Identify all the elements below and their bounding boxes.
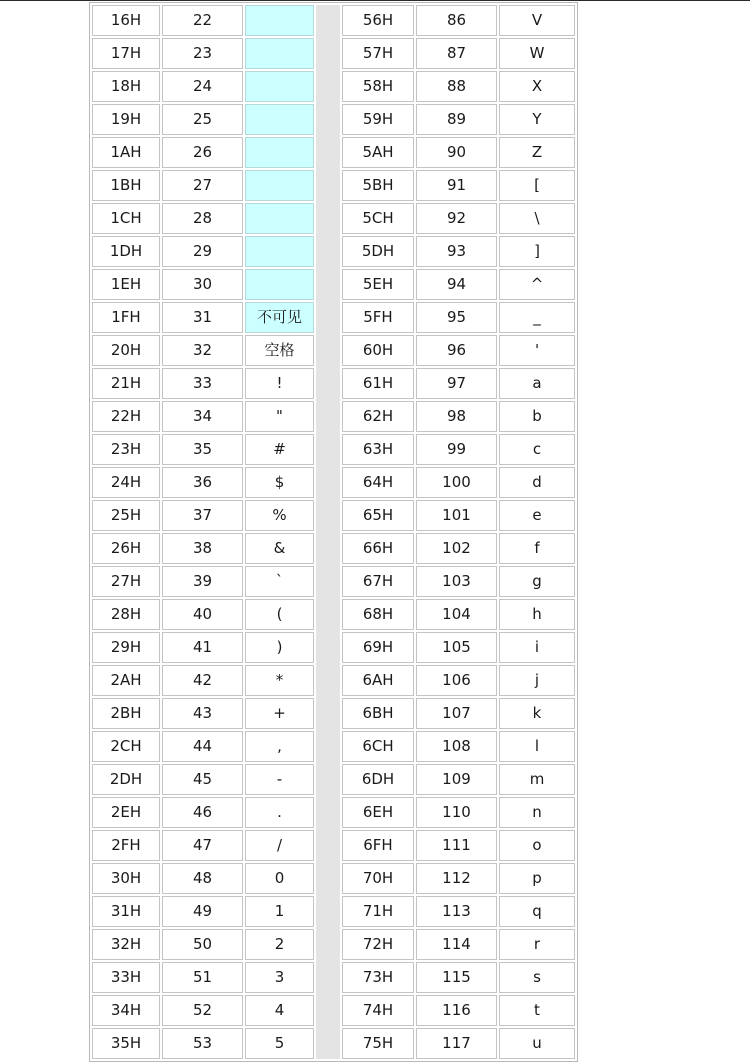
left-hex-cell: 1DH xyxy=(92,236,160,267)
left-hex-cell: 2CH xyxy=(92,731,160,762)
right-char-cell: W xyxy=(499,38,575,69)
right-hex-cell: 5BH xyxy=(342,170,414,201)
right-char-cell: r xyxy=(499,929,575,960)
right-char-cell: c xyxy=(499,434,575,465)
left-char-cell xyxy=(245,38,314,69)
left-hex-cell: 30H xyxy=(92,863,160,894)
right-hex-cell: 5EH xyxy=(342,269,414,300)
left-hex-cell: 2AH xyxy=(92,665,160,696)
left-char-cell: * xyxy=(245,665,314,696)
right-dec-cell: 111 xyxy=(416,830,497,861)
left-hex-cell: 24H xyxy=(92,467,160,498)
left-dec-cell: 49 xyxy=(162,896,243,927)
left-hex-cell: 2EH xyxy=(92,797,160,828)
left-char-cell: % xyxy=(245,500,314,531)
left-dec-cell: 36 xyxy=(162,467,243,498)
right-dec-cell: 96 xyxy=(416,335,497,366)
right-dec-cell: 100 xyxy=(416,467,497,498)
left-char-cell: ( xyxy=(245,599,314,630)
right-hex-cell: 61H xyxy=(342,368,414,399)
left-dec-cell: 39 xyxy=(162,566,243,597)
left-char-cell: / xyxy=(245,830,314,861)
right-dec-cell: 102 xyxy=(416,533,497,564)
right-dec-cell: 98 xyxy=(416,401,497,432)
right-char-cell: n xyxy=(499,797,575,828)
right-dec-cell: 94 xyxy=(416,269,497,300)
left-char-cell xyxy=(245,104,314,135)
right-char-cell: _ xyxy=(499,302,575,333)
left-dec-cell: 22 xyxy=(162,5,243,36)
right-hex-cell: 75H xyxy=(342,1028,414,1059)
right-char-cell: ^ xyxy=(499,269,575,300)
left-dec-cell: 27 xyxy=(162,170,243,201)
right-hex-cell: 56H xyxy=(342,5,414,36)
right-hex-cell: 57H xyxy=(342,38,414,69)
right-hex-cell: 58H xyxy=(342,71,414,102)
right-char-cell: j xyxy=(499,665,575,696)
right-hex-cell: 6AH xyxy=(342,665,414,696)
left-hex-cell: 25H xyxy=(92,500,160,531)
ascii-code-table xyxy=(89,2,578,1062)
right-hex-cell: 5AH xyxy=(342,137,414,168)
left-char-cell xyxy=(245,170,314,201)
left-dec-cell: 40 xyxy=(162,599,243,630)
left-dec-cell: 51 xyxy=(162,962,243,993)
right-hex-cell: 62H xyxy=(342,401,414,432)
left-char-cell: 2 xyxy=(245,929,314,960)
right-hex-cell: 63H xyxy=(342,434,414,465)
left-dec-cell: 43 xyxy=(162,698,243,729)
left-hex-cell: 35H xyxy=(92,1028,160,1059)
left-char-cell: ! xyxy=(245,368,314,399)
left-dec-cell: 25 xyxy=(162,104,243,135)
right-char-cell: f xyxy=(499,533,575,564)
right-dec-cell: 88 xyxy=(416,71,497,102)
left-hex-cell: 22H xyxy=(92,401,160,432)
right-hex-cell: 5FH xyxy=(342,302,414,333)
right-dec-cell: 112 xyxy=(416,863,497,894)
left-char-cell: + xyxy=(245,698,314,729)
right-dec-cell: 87 xyxy=(416,38,497,69)
left-hex-cell: 1AH xyxy=(92,137,160,168)
left-dec-cell: 30 xyxy=(162,269,243,300)
right-dec-cell: 104 xyxy=(416,599,497,630)
right-char-cell: e xyxy=(499,500,575,531)
left-hex-cell: 33H xyxy=(92,962,160,993)
right-char-cell: \ xyxy=(499,203,575,234)
left-hex-cell: 31H xyxy=(92,896,160,927)
right-hex-cell: 59H xyxy=(342,104,414,135)
right-char-cell: u xyxy=(499,1028,575,1059)
right-hex-cell: 66H xyxy=(342,533,414,564)
right-dec-cell: 95 xyxy=(416,302,497,333)
column-separator xyxy=(316,5,340,1059)
left-hex-cell: 1EH xyxy=(92,269,160,300)
left-hex-cell: 23H xyxy=(92,434,160,465)
left-hex-cell: 17H xyxy=(92,38,160,69)
left-dec-cell: 45 xyxy=(162,764,243,795)
left-char-cell: 不可见 xyxy=(245,302,314,333)
right-char-cell: s xyxy=(499,962,575,993)
left-dec-cell: 48 xyxy=(162,863,243,894)
left-char-cell xyxy=(245,71,314,102)
right-dec-cell: 93 xyxy=(416,236,497,267)
left-char-cell: $ xyxy=(245,467,314,498)
left-dec-cell: 34 xyxy=(162,401,243,432)
left-char-cell: . xyxy=(245,797,314,828)
right-char-cell: d xyxy=(499,467,575,498)
right-char-cell: i xyxy=(499,632,575,663)
left-dec-cell: 41 xyxy=(162,632,243,663)
right-hex-cell: 73H xyxy=(342,962,414,993)
left-hex-cell: 1CH xyxy=(92,203,160,234)
right-hex-cell: 65H xyxy=(342,500,414,531)
right-dec-cell: 105 xyxy=(416,632,497,663)
right-dec-cell: 101 xyxy=(416,500,497,531)
left-char-cell xyxy=(245,5,314,36)
left-dec-cell: 52 xyxy=(162,995,243,1026)
left-dec-cell: 42 xyxy=(162,665,243,696)
left-dec-cell: 46 xyxy=(162,797,243,828)
right-char-cell: h xyxy=(499,599,575,630)
left-hex-cell: 1BH xyxy=(92,170,160,201)
right-dec-cell: 108 xyxy=(416,731,497,762)
left-char-cell xyxy=(245,137,314,168)
right-char-cell: ' xyxy=(499,335,575,366)
right-char-cell: ] xyxy=(499,236,575,267)
left-hex-cell: 2DH xyxy=(92,764,160,795)
right-dec-cell: 106 xyxy=(416,665,497,696)
left-hex-cell: 2BH xyxy=(92,698,160,729)
right-hex-cell: 6EH xyxy=(342,797,414,828)
left-dec-cell: 26 xyxy=(162,137,243,168)
left-hex-cell: 29H xyxy=(92,632,160,663)
left-hex-cell: 2FH xyxy=(92,830,160,861)
left-hex-cell: 16H xyxy=(92,5,160,36)
right-char-cell: [ xyxy=(499,170,575,201)
right-char-cell: X xyxy=(499,71,575,102)
left-dec-cell: 47 xyxy=(162,830,243,861)
left-dec-cell: 31 xyxy=(162,302,243,333)
left-char-cell: & xyxy=(245,533,314,564)
right-dec-cell: 97 xyxy=(416,368,497,399)
right-hex-cell: 6FH xyxy=(342,830,414,861)
right-hex-cell: 72H xyxy=(342,929,414,960)
right-dec-cell: 114 xyxy=(416,929,497,960)
right-dec-cell: 117 xyxy=(416,1028,497,1059)
left-dec-cell: 53 xyxy=(162,1028,243,1059)
right-char-cell: p xyxy=(499,863,575,894)
left-dec-cell: 32 xyxy=(162,335,243,366)
left-hex-cell: 28H xyxy=(92,599,160,630)
left-dec-cell: 44 xyxy=(162,731,243,762)
right-char-cell: a xyxy=(499,368,575,399)
left-dec-cell: 38 xyxy=(162,533,243,564)
right-hex-cell: 6CH xyxy=(342,731,414,762)
left-hex-cell: 19H xyxy=(92,104,160,135)
right-char-cell: o xyxy=(499,830,575,861)
left-dec-cell: 33 xyxy=(162,368,243,399)
left-dec-cell: 29 xyxy=(162,236,243,267)
left-char-cell: ` xyxy=(245,566,314,597)
right-char-cell: k xyxy=(499,698,575,729)
left-hex-cell: 1FH xyxy=(92,302,160,333)
right-char-cell: V xyxy=(499,5,575,36)
right-dec-cell: 115 xyxy=(416,962,497,993)
right-hex-cell: 5DH xyxy=(342,236,414,267)
right-dec-cell: 116 xyxy=(416,995,497,1026)
left-dec-cell: 23 xyxy=(162,38,243,69)
right-dec-cell: 103 xyxy=(416,566,497,597)
right-dec-cell: 113 xyxy=(416,896,497,927)
right-hex-cell: 60H xyxy=(342,335,414,366)
right-char-cell: q xyxy=(499,896,575,927)
left-dec-cell: 24 xyxy=(162,71,243,102)
ascii-table-container xyxy=(89,2,600,1062)
left-hex-cell: 27H xyxy=(92,566,160,597)
right-hex-cell: 69H xyxy=(342,632,414,663)
left-char-cell: # xyxy=(245,434,314,465)
right-char-cell: Z xyxy=(499,137,575,168)
right-dec-cell: 92 xyxy=(416,203,497,234)
right-hex-cell: 67H xyxy=(342,566,414,597)
right-char-cell: m xyxy=(499,764,575,795)
right-dec-cell: 110 xyxy=(416,797,497,828)
right-dec-cell: 99 xyxy=(416,434,497,465)
right-hex-cell: 6DH xyxy=(342,764,414,795)
left-dec-cell: 37 xyxy=(162,500,243,531)
left-hex-cell: 34H xyxy=(92,995,160,1026)
right-char-cell: t xyxy=(499,995,575,1026)
left-hex-cell: 18H xyxy=(92,71,160,102)
left-char-cell xyxy=(245,203,314,234)
right-dec-cell: 89 xyxy=(416,104,497,135)
left-char-cell xyxy=(245,236,314,267)
left-char-cell xyxy=(245,269,314,300)
right-hex-cell: 6BH xyxy=(342,698,414,729)
left-char-cell: 5 xyxy=(245,1028,314,1059)
right-hex-cell: 64H xyxy=(342,467,414,498)
right-dec-cell: 90 xyxy=(416,137,497,168)
right-char-cell: g xyxy=(499,566,575,597)
left-char-cell: 0 xyxy=(245,863,314,894)
right-dec-cell: 86 xyxy=(416,5,497,36)
right-dec-cell: 91 xyxy=(416,170,497,201)
left-dec-cell: 50 xyxy=(162,929,243,960)
left-char-cell: 4 xyxy=(245,995,314,1026)
right-hex-cell: 5CH xyxy=(342,203,414,234)
right-hex-cell: 68H xyxy=(342,599,414,630)
left-char-cell: " xyxy=(245,401,314,432)
left-dec-cell: 35 xyxy=(162,434,243,465)
table-row xyxy=(92,5,575,36)
right-dec-cell: 109 xyxy=(416,764,497,795)
left-char-cell: ) xyxy=(245,632,314,663)
ascii-table-body xyxy=(92,5,575,1059)
right-hex-cell: 71H xyxy=(342,896,414,927)
right-char-cell: b xyxy=(499,401,575,432)
left-hex-cell: 32H xyxy=(92,929,160,960)
right-hex-cell: 70H xyxy=(342,863,414,894)
left-hex-cell: 20H xyxy=(92,335,160,366)
left-char-cell: - xyxy=(245,764,314,795)
right-char-cell: Y xyxy=(499,104,575,135)
left-char-cell: , xyxy=(245,731,314,762)
right-dec-cell: 107 xyxy=(416,698,497,729)
right-char-cell: l xyxy=(499,731,575,762)
left-hex-cell: 26H xyxy=(92,533,160,564)
left-char-cell: 3 xyxy=(245,962,314,993)
left-char-cell: 空格 xyxy=(245,335,314,366)
left-dec-cell: 28 xyxy=(162,203,243,234)
right-hex-cell: 74H xyxy=(342,995,414,1026)
left-char-cell: 1 xyxy=(245,896,314,927)
top-rule xyxy=(0,0,750,1)
left-hex-cell: 21H xyxy=(92,368,160,399)
